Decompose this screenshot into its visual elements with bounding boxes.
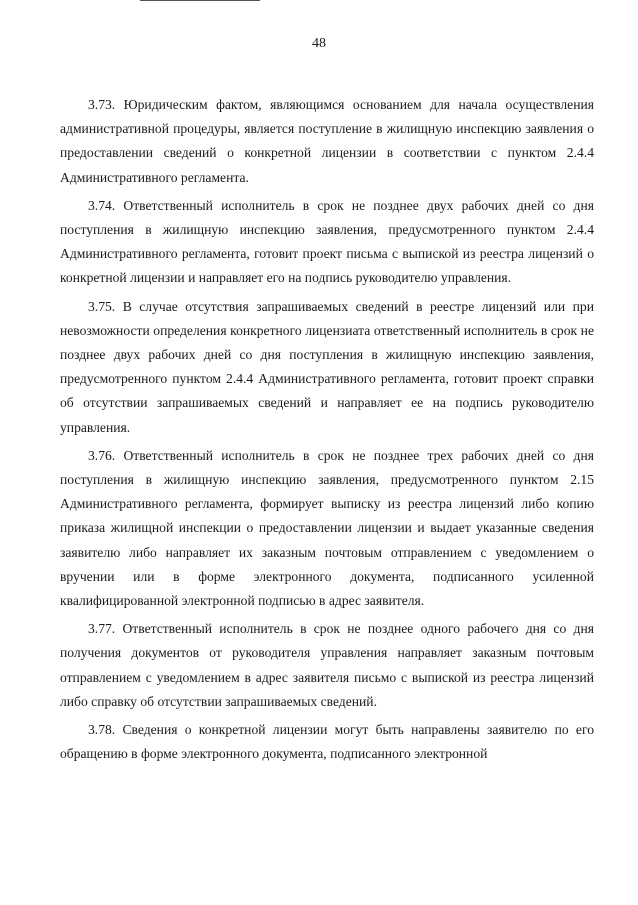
paragraph-3-74: 3.74. Ответственный исполнитель в срок не позднее двух рабочих дней со дня поступления в жилищную инспекцию заявления, предусмотренного пунктом 2.4.4 Административного регламента, готовит проект письма с выпиской из реестра лицензий о конкретной лицензии и направляет его на подпись руководителю управления.	[60, 197, 594, 286]
paragraph-3-78: 3.78. Сведения о конкретной лицензии могут быть направлены заявителю по его обращению в форме электронного документа, подписанного электронной	[60, 722, 594, 762]
page-number: 48	[312, 36, 326, 51]
paragraph-3-77: 3.77. Ответственный исполнитель в срок не позднее одного рабочего дня со дня получения документов от руководителя управления направляет заказным почтовым отправлением с уведомлением в адрес заявителя письмо с выпиской из реестра лицензий либо справку об отсутствии запрашиваемых сведений.	[60, 621, 594, 709]
paragraph-3-76: 3.76. Ответственный исполнитель в срок не позднее трех рабочих дней со дня поступления в жилищную инспекцию заявления, предусмотренного пунктом 2.15 Административного регламента, формирует выписку из реестра лицензий либо копию приказа жилищной инспекции о предоставлении лицензии и выдает указанные сведения заявителю либо направляет их заказным почтовым отправлением с уведомлением о вручении или в форме электронного документа, подписанного усиленной квалифицированной электронной подписью в адрес заявителя.	[60, 447, 594, 609]
paragraph-3-73: 3.73. Юридическим фактом, являющимся основанием для начала осуществления административной процедуры, является поступление в жилищную инспекцию заявления о предоставлении сведений о конкретной лицензии в соответствии с пунктом 2.4.4 Административного регламента.	[60, 97, 594, 185]
paragraph-3-75: 3.75. В случае отсутствия запрашиваемых сведений в реестре лицензий или при невозможности определения конкретного лицензиата ответственный исполнитель в срок не позднее двух рабочих дней со дня поступления в жилищную инспекцию заявления, предусмотренного пунктом 2.4.4 Административного регламента, готовит проект справки об отсутствии запрашиваемых сведений и направляет ее на подпись руководителю управления.	[60, 298, 594, 435]
document-body	[60, 93, 594, 770]
top-rule	[140, 0, 260, 1]
